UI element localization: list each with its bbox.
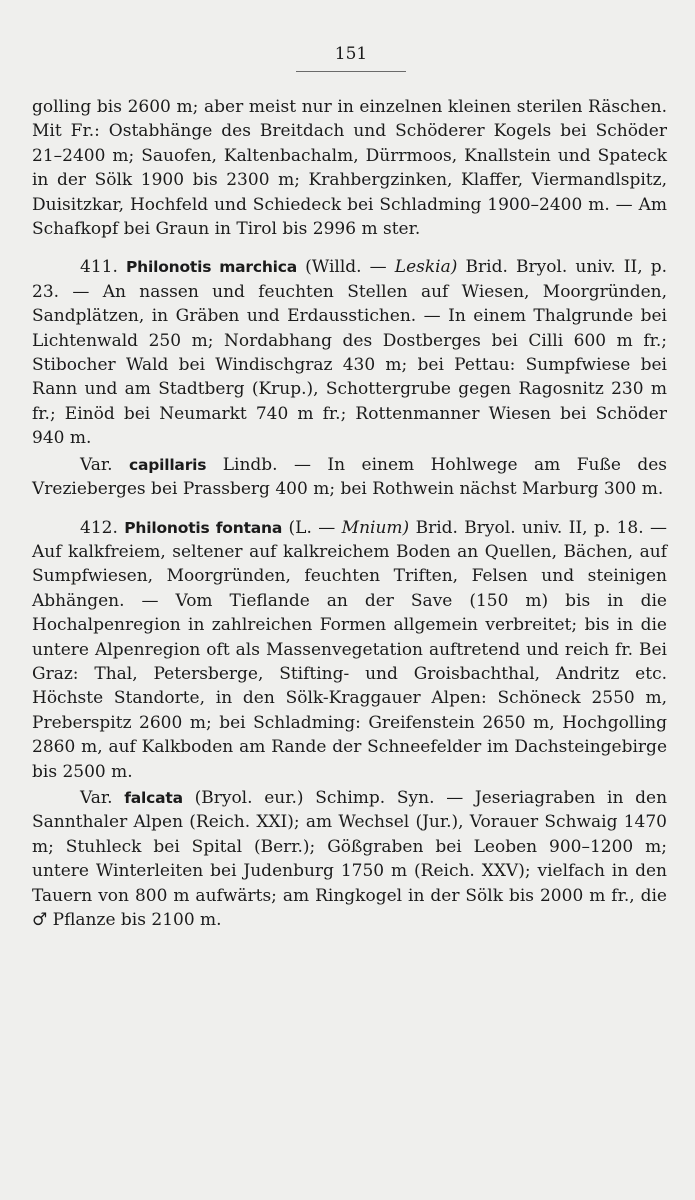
entry-412: [32, 516, 667, 784]
species-name: Philonotis fontana: [124, 518, 283, 537]
variety-prefix: Var.: [80, 787, 113, 808]
variety-text: Lindb. — In einem Hohlwege am Fuße des Vrezieberges bei Prassberg 400 m; bei Rothwein nächst Marburg 300 m.: [32, 454, 667, 500]
entry-text: Brid. Bryol. univ. II, p. 23. — An nassen und feuchten Stellen auf Wiesen, Moorgründen, Sandplätzen, in Gräben und Erdausstichen. — In einem Thalgrunde bei Lichtenwald 250 m; Nordabhang des Dostberges bei Cilli 600 m fr.; Stibocher Wald bei Windischgraz 430 m; bei Pettau: Sumpfwiese bei Rann und am Stadtberg (Krup.), Schottergrube gegen Ragosnitz 230 m fr.; Einöd bei Neumarkt 740 m fr.; Rottenmanner Wiesen bei Schöder 940 m.: [32, 257, 668, 449]
variety-412: [32, 786, 667, 932]
species-name: Philonotis marchica: [125, 258, 298, 277]
continued-paragraph: golling bis 2600 m; aber meist nur in einzelnen kleinen sterilen Räschen. Mit Fr.: Ostabhänge des Breitdach und Schöderer Kogels bei Schöder 21–2400 m; Sauofen, Kaltenbachalm, Dürrmoos, Knallstein und Spateck in der Sölk 1900 bis 2300 m; Krahbergzinken, Klaffer, Viermandlspitz, Duisitzkar, Hochfeld und Schiedeck bei Schladming 1900–2400 m. — Am Schafkopf bei Graun in Tirol bis 2996 m ster.: [32, 97, 667, 240]
variety-prefix: Var.: [80, 454, 113, 475]
entry-number: 412.: [80, 517, 118, 538]
variety-text: (Bryol. eur.) Schimp. Syn. — Jeseriagraben in den Sannthaler Alpen (Reich. XXI); am Wechsel (Jur.), Vorauer Schwaig 1470 m; Stuhleck bei Spital (Berr.); Gößgraben bei Leoben 900–1200 m; untere Winterleiten bei Judenburg 1750 m (Reich. XXV); vielfach in den Tauern von 800 m aufwärts; am Ringkogel in der Sölk bis 2000 m fr., die ♂ Pflanze bis 2100 m.: [32, 787, 668, 930]
variety-name: falcata: [124, 788, 183, 807]
page-number: 151: [334, 44, 368, 64]
variety-name: capillaris: [128, 455, 207, 474]
entry-number: 411.: [80, 257, 118, 278]
author-citation: (L. —: [288, 517, 336, 538]
synonym-genus: Mnium): [341, 517, 410, 538]
entry-411: [32, 255, 667, 450]
header-rule: [296, 71, 406, 72]
synonym-genus: Leskia): [394, 257, 458, 278]
author-citation: (Willd. —: [305, 257, 387, 278]
variety-411: [32, 453, 667, 502]
entry-text: Brid. Bryol. univ. II, p. 18. — Auf kalkfreiem, seltener auf kalkreichem Boden an Quellen, Bächen, auf Sumpfwiesen, Moorgründen, feuchten Triften, Felsen und steinigen Abhängen. — Vom Tieflande an der Save (150 m) bis in die Hochalpenregion in zahlreichen Formen allgemein verbreitet; bis in die untere Alpenregion oft als Massenvegetation auftretend und reich fr. Bei Graz: Thal, Petersberge, Stifting- und Groisbachthal, Andritz etc. Höchste Standorte, in den Sölk-Kraggauer Alpen: Schöneck 2550 m, Preberspitz 2600 m; bei Schladming: Greifenstein 2650 m, Hochgolling 2860 m, auf Kalkboden am Rande der Schneefelder im Dachsteingebirge bis 2500 m.: [32, 517, 668, 782]
page-body: [32, 95, 667, 932]
